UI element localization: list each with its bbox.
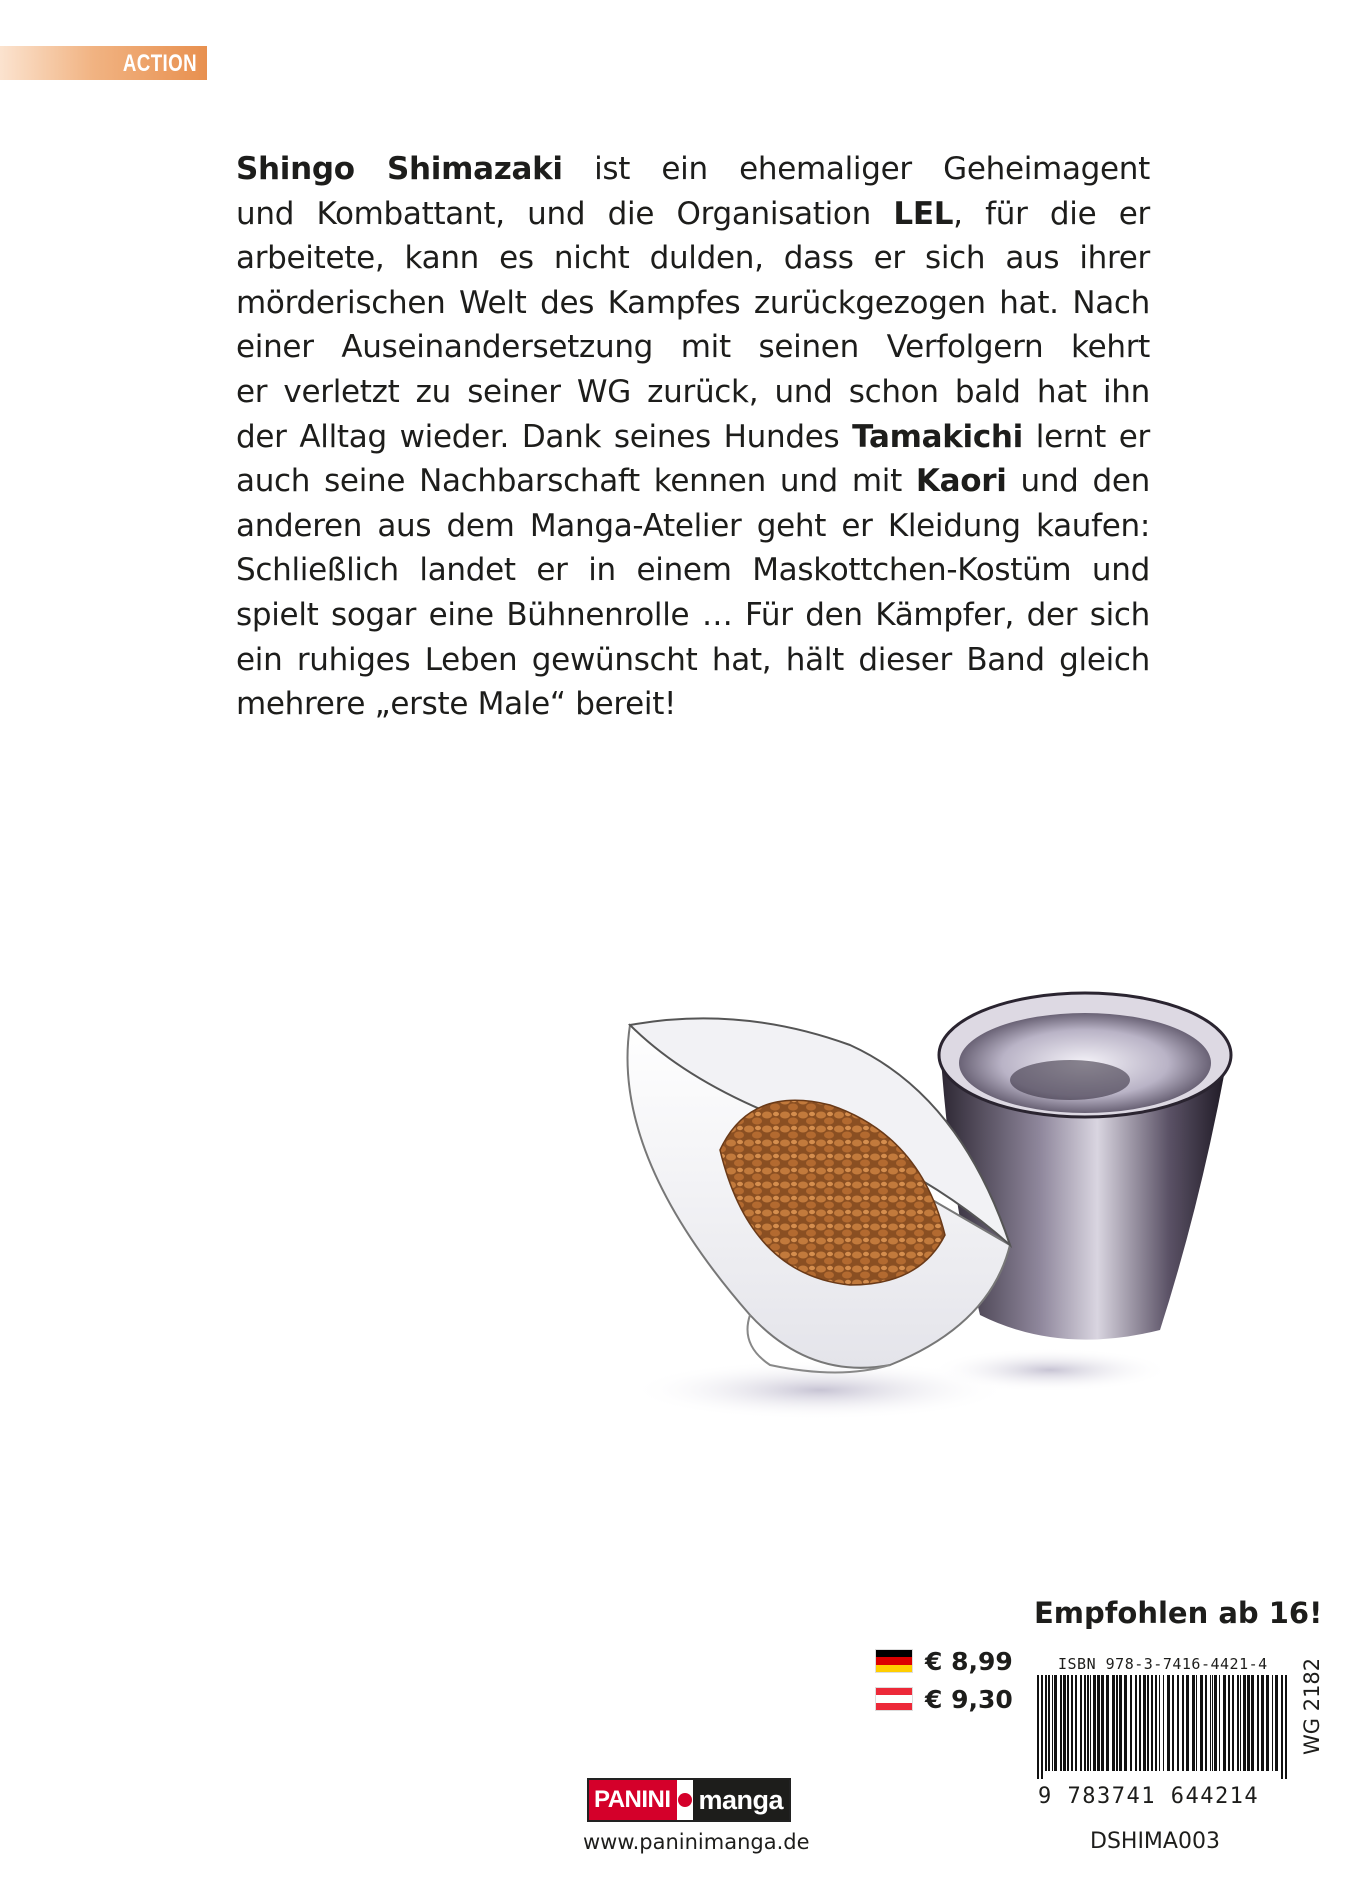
highlighted-name: LEL <box>893 195 954 232</box>
barcode-bar <box>1205 1675 1207 1771</box>
synopsis-line <box>236 236 1150 281</box>
synopsis-line <box>236 147 1150 192</box>
price-value: € 8,99 <box>925 1646 1013 1676</box>
logo-manga-text: manga <box>693 1780 789 1820</box>
barcode-bar <box>1135 1675 1137 1771</box>
barcode-bar <box>1119 1675 1122 1771</box>
barcode-bar <box>1172 1675 1174 1771</box>
synopsis-text-run: ein ruhiges Leben gewünscht hat, hält dieser Band gleich <box>236 641 1150 678</box>
synopsis-text-run: anderen aus dem Manga-Atelier geht er Kleidung kaufen: <box>236 507 1150 544</box>
barcode-bar <box>1101 1675 1104 1771</box>
wg-code: WG 2182 <box>1300 1657 1324 1755</box>
barcode-bar <box>1177 1675 1179 1771</box>
germany-flag-icon <box>875 1649 913 1673</box>
synopsis-text-run: ist ein ehemaliger Geheimagent <box>562 151 1150 187</box>
barcode-bar <box>1112 1675 1115 1771</box>
synopsis-line <box>236 548 1150 593</box>
synopsis-line <box>236 504 1150 549</box>
panini-manga-logo <box>587 1778 791 1822</box>
synopsis-text <box>236 147 1150 727</box>
barcode-bar <box>1097 1675 1100 1771</box>
synopsis-line <box>236 415 1150 460</box>
barcode-bar <box>1163 1675 1164 1771</box>
synopsis-text-run: auch seine Nachbarschaft kennen und mit <box>236 463 916 500</box>
flag-stripe <box>876 1650 912 1657</box>
flag-stripe <box>876 1657 912 1664</box>
barcode-bar <box>1151 1675 1153 1771</box>
barcode-bar <box>1272 1675 1273 1771</box>
barcode-bar <box>1219 1675 1220 1771</box>
barcode-bar <box>1192 1675 1195 1771</box>
barcode-bar <box>1285 1675 1287 1779</box>
synopsis-text-run: einer Auseinandersetzung mit seinen Verfolgern kehrt <box>236 329 1150 366</box>
barcode-bar <box>1075 1675 1077 1771</box>
logo-panini-text: PANINI <box>589 1780 677 1820</box>
website-link[interactable]: www.paninimanga.de <box>583 1830 810 1854</box>
dog-bowls-illustration <box>600 985 1320 1425</box>
synopsis-line <box>236 593 1150 638</box>
synopsis-line <box>236 281 1150 326</box>
synopsis-line <box>236 325 1150 370</box>
barcode-bar <box>1060 1675 1062 1771</box>
age-recommendation: Empfohlen ab 16! <box>1034 1596 1323 1630</box>
ean-digits: 9 783741 644214 <box>1038 1784 1260 1809</box>
barcode-bar <box>1124 1675 1127 1771</box>
genre-label: ACTION <box>122 50 197 77</box>
barcode-bar <box>1266 1675 1269 1771</box>
flag-stripe <box>876 1695 912 1702</box>
synopsis-text-run: der Alltag wieder. Dank seines Hundes <box>236 418 853 455</box>
synopsis-text-run: arbeitete, kann es nicht dulden, dass er sich aus ihrer <box>236 240 1150 277</box>
barcode-bar <box>1251 1675 1254 1771</box>
synopsis-text-run: er verletzt zu seiner WG zurück, und schon bald hat ihn <box>236 373 1150 410</box>
price-value: € 9,30 <box>925 1684 1013 1714</box>
synopsis-text-run: und Kombattant, und die Organisation <box>236 195 894 232</box>
synopsis-line <box>236 459 1150 504</box>
barcode-bar <box>1196 1675 1197 1771</box>
flag-stripe <box>876 1688 912 1695</box>
barcode-bar <box>1087 1675 1089 1771</box>
barcode-bar <box>1080 1675 1082 1771</box>
synopsis-text-run: mörderischen Welt des Kampfes zurückgezogen hat. Nach <box>236 284 1150 321</box>
barcode-bar <box>1063 1675 1066 1771</box>
barcode-bar <box>1054 1675 1057 1771</box>
barcode-bar <box>1212 1675 1213 1771</box>
flag-stripe <box>876 1703 912 1710</box>
barcode-bar <box>1167 1675 1170 1771</box>
highlighted-name: Tamakichi <box>852 418 1024 455</box>
barcode-bar <box>1052 1675 1053 1771</box>
price-germany <box>875 1645 1013 1677</box>
barcode-bar <box>1037 1675 1039 1779</box>
synopsis-line <box>236 370 1150 415</box>
synopsis-text-run: , für die er <box>953 195 1150 232</box>
product-code: DSHIMA003 <box>1090 1829 1220 1854</box>
barcode-bar <box>1041 1675 1043 1779</box>
barcode-bar <box>1261 1675 1264 1771</box>
isbn-number: ISBN 978-3-7416-4421-4 <box>1058 1655 1268 1673</box>
barcode-bar <box>1186 1675 1189 1771</box>
barcode-bar <box>1232 1675 1234 1771</box>
barcode-bar <box>1257 1675 1259 1771</box>
barcode-bar <box>1223 1675 1226 1771</box>
barcode-bar <box>1090 1675 1091 1771</box>
barcode-bar <box>1143 1675 1146 1771</box>
barcode-bar <box>1214 1675 1217 1771</box>
barcode-bar <box>1182 1675 1184 1771</box>
barcode-bar <box>1093 1675 1096 1771</box>
barcode-bar <box>1045 1675 1047 1771</box>
synopsis-text-run: spielt sogar eine Bühnenrolle … Für den Kämpfer, der sich <box>236 596 1150 633</box>
barcode-bar <box>1228 1675 1230 1771</box>
barcode-bar <box>1159 1675 1160 1771</box>
barcode-bar <box>1067 1675 1069 1771</box>
genre-banner <box>0 46 207 80</box>
highlighted-name: Kaori <box>915 463 1007 500</box>
barcode-bar <box>1281 1675 1283 1779</box>
synopsis-text-run: und den <box>1006 463 1151 500</box>
synopsis-line <box>236 638 1150 683</box>
barcode-bar <box>1155 1675 1157 1771</box>
flag-stripe <box>876 1665 912 1672</box>
barcode-bar <box>1240 1675 1241 1771</box>
barcode-bar <box>1084 1675 1086 1771</box>
logo-dot-icon <box>677 1780 693 1820</box>
barcode-bar <box>1130 1675 1132 1771</box>
highlighted-name: Shingo Shimazaki <box>236 151 563 187</box>
barcode-bar <box>1247 1675 1250 1771</box>
barcode-bar <box>1139 1675 1141 1771</box>
austria-flag-icon <box>875 1687 913 1711</box>
barcode-bar <box>1147 1675 1149 1771</box>
barcode-bar <box>1237 1675 1239 1771</box>
barcode-bar <box>1275 1675 1278 1771</box>
barcode <box>1033 1653 1289 1783</box>
barcode-bar <box>1210 1675 1211 1771</box>
barcode-bar <box>1200 1675 1203 1771</box>
barcode-bar <box>1048 1675 1050 1771</box>
synopsis-text-run: Schließlich landet er in einem Maskottchen-Kostüm und <box>236 552 1150 589</box>
price-austria <box>875 1683 1013 1715</box>
synopsis-line <box>236 192 1150 237</box>
synopsis-text-run: lernt er <box>1023 418 1150 455</box>
barcode-bar <box>1243 1675 1246 1771</box>
barcode-bar <box>1106 1675 1109 1771</box>
barcode-bar <box>1071 1675 1073 1771</box>
synopsis-text-run: mehrere „erste Male“ bereit! <box>236 686 677 723</box>
barcode-bar <box>1116 1675 1118 1771</box>
synopsis-line <box>236 682 1150 727</box>
